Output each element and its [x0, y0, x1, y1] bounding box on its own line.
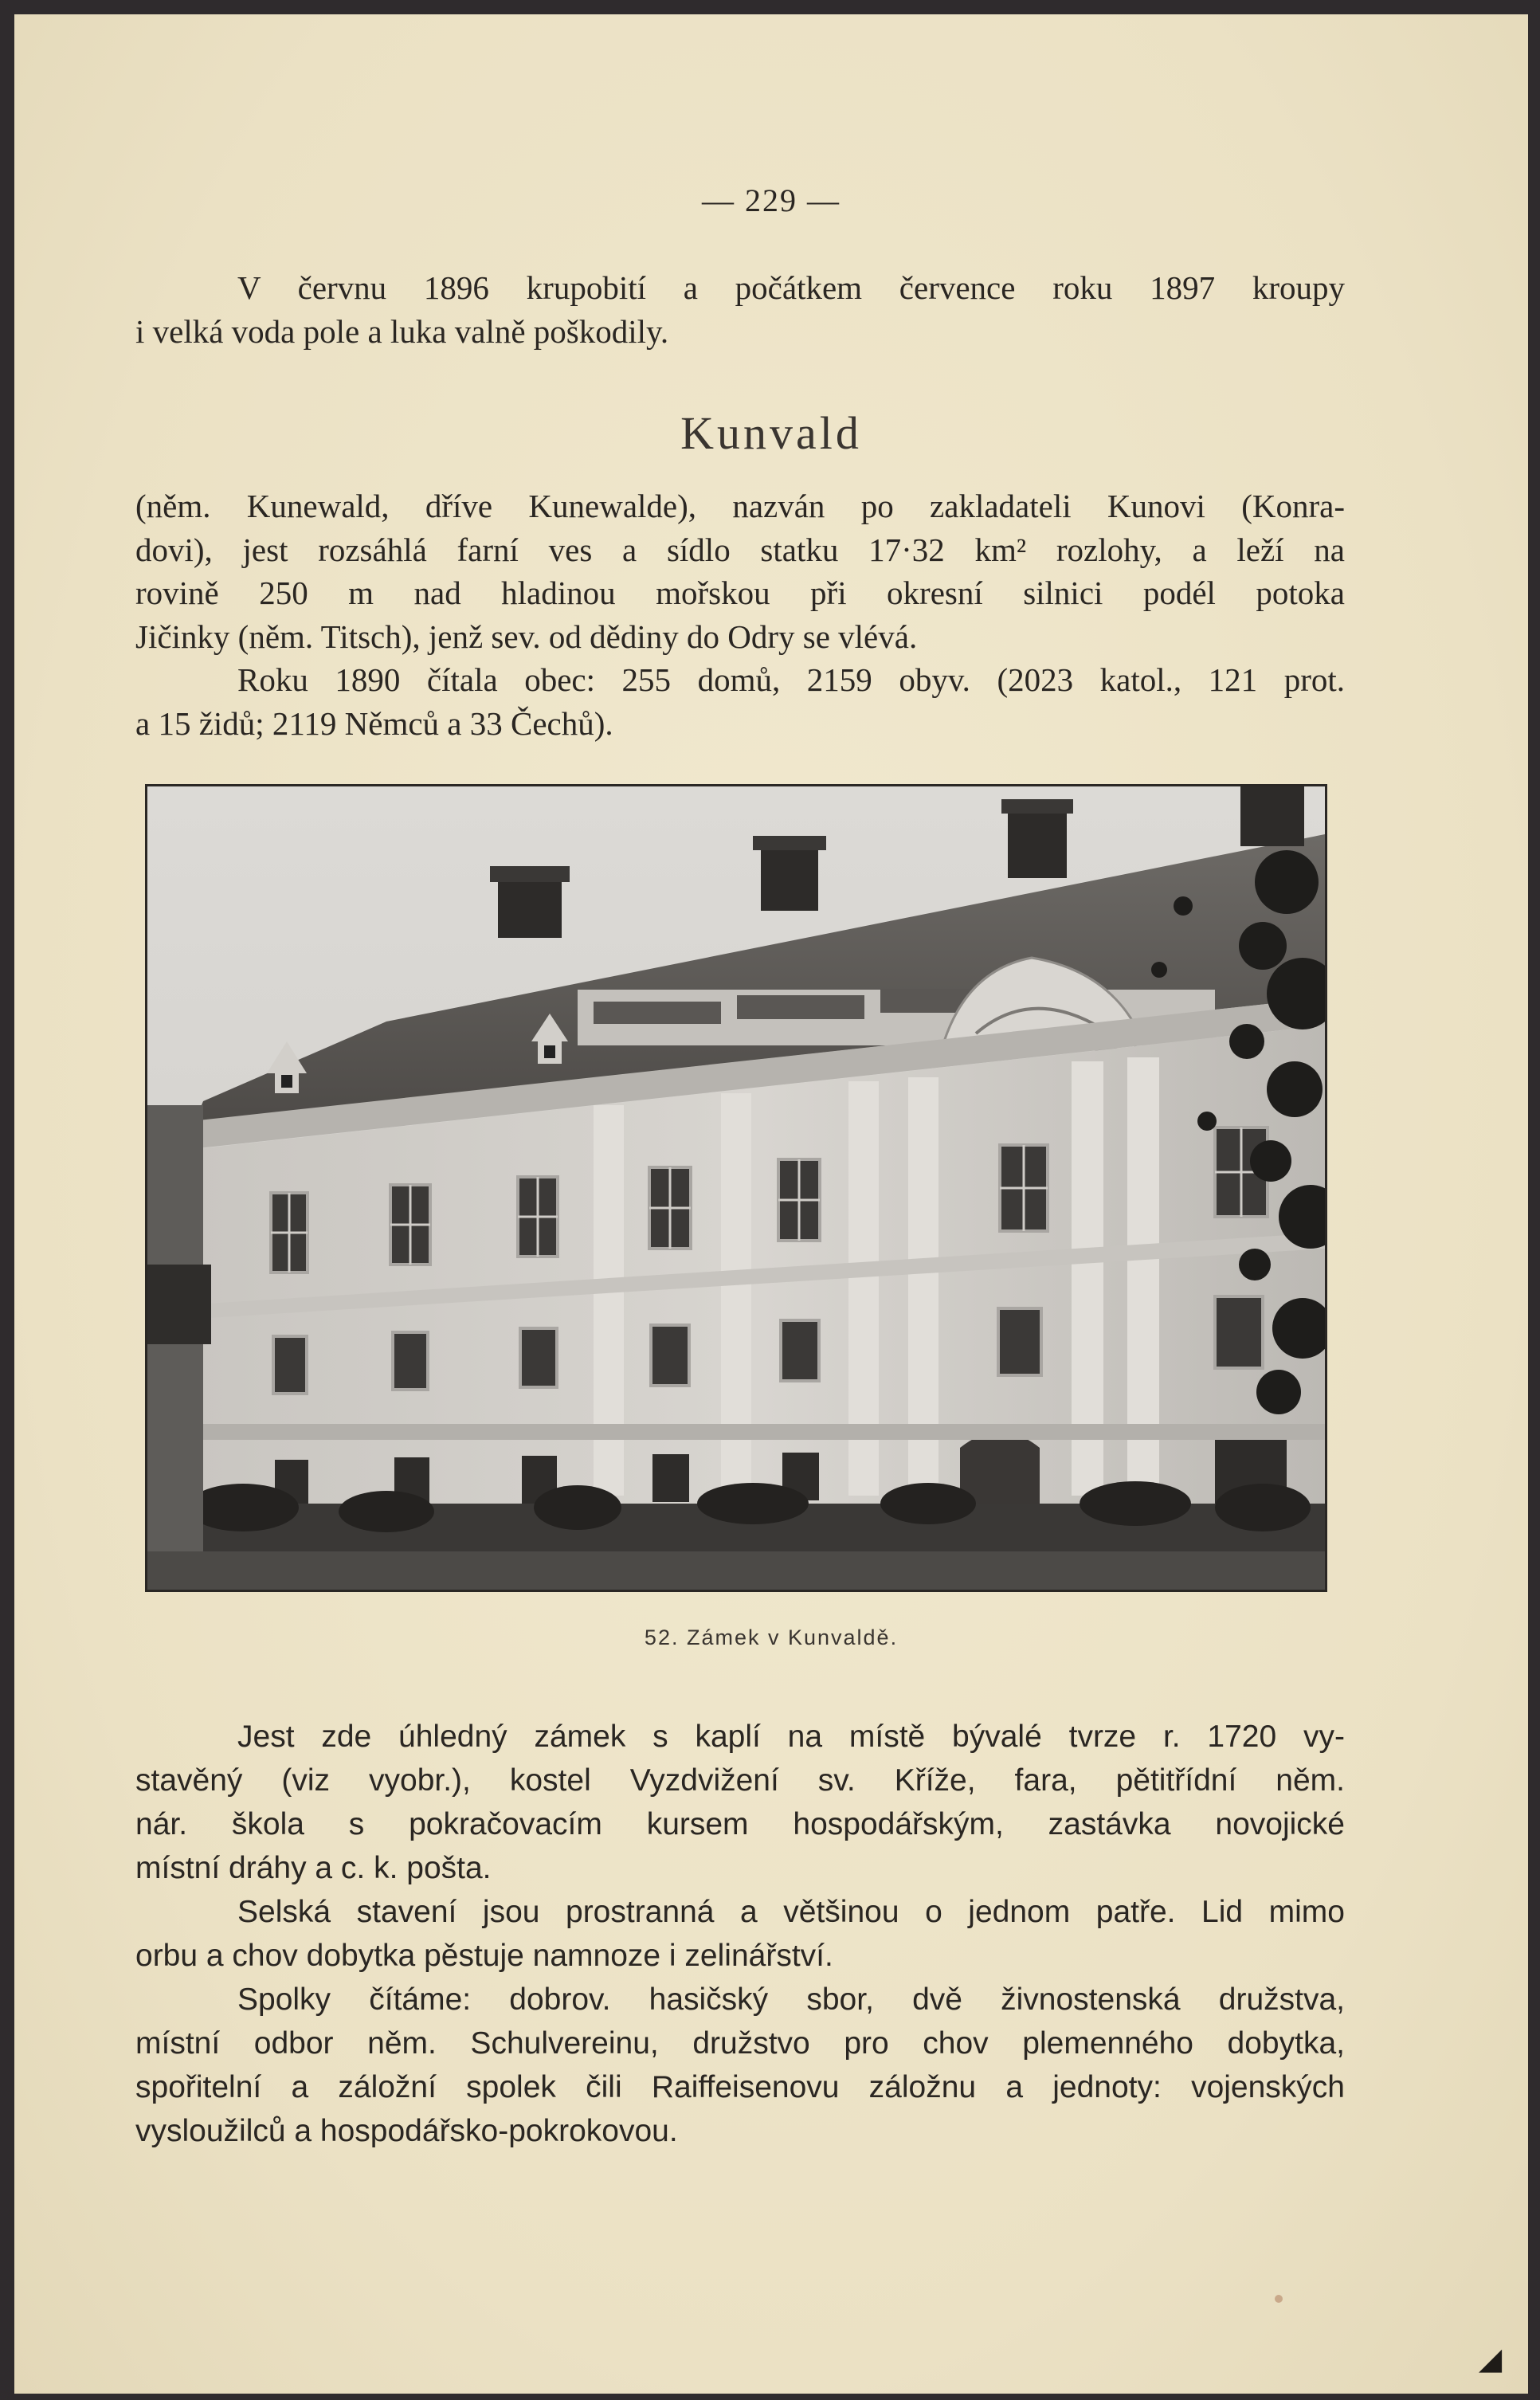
clubs-paragraph [135, 1978, 1345, 2153]
clubs-line: vysloužilců a hospodářsko-pokrokovou. [135, 2114, 678, 2148]
castle-line: stavěný (viz vyobr.), kostel Vyzdvižení sv. Kříže, fara, pětitřídní něm. [135, 1763, 1345, 1798]
description-line: rovině 250 m nad hladinou mořskou při okresní silnici podél potoka [135, 575, 1345, 611]
description-line: dovi), jest rozsáhlá farní ves a sídlo statku 17·32 km² rozlohy, a leží na [135, 531, 1345, 568]
page-number: — 229 — [702, 182, 841, 218]
castle-line: nár. škola s pokračovacím kursem hospodářským, zastávka novojické [135, 1807, 1345, 1841]
census-paragraph [135, 658, 1345, 745]
description-line: Jičinky (něm. Titsch), jenž sev. od dědiny do Odry se vlévá. [135, 618, 918, 655]
intro-line: V červnu 1896 krupobití a počátkem července roku 1897 kroupy [237, 269, 1345, 306]
corner-mark-icon: ◢ [1479, 2341, 1503, 2376]
description-paragraph [135, 484, 1345, 658]
clubs-line: Spolky čítáme: dobrov. hasičský sbor, dvě živnostenská družstva, [237, 1982, 1345, 2017]
book-page [14, 14, 1528, 2394]
census-line: Roku 1890 čítala obec: 255 domů, 2159 obyv. (2023 katol., 121 prot. [237, 661, 1345, 698]
photo-caption: 52. Zámek v Kunvaldě. [644, 1625, 899, 1649]
clubs-line: místní odbor něm. Schulvereinu, družstvo pro chov plemenného dobytka, [135, 2026, 1345, 2061]
census-line: a 15 židů; 2119 Němců a 33 Čechů). [135, 704, 613, 742]
section-heading: Kunvald [680, 407, 862, 459]
farm-line: orbu a chov dobytka pěstuje namnoze i zelinářství. [135, 1939, 833, 1973]
farm-line: Selská stavení jsou prostranná a většinou o jednom patře. Lid mimo [237, 1895, 1345, 1929]
farm-paragraph [135, 1890, 1345, 1978]
intro-line: i velká voda pole a luka valně poškodily. [135, 312, 669, 350]
description-line: (něm. Kunewald, dříve Kunewalde), nazván po zakladateli Kunovi (Konra- [135, 488, 1345, 524]
intro-paragraph [135, 266, 1345, 353]
castle-photo [145, 784, 1327, 1592]
castle-line: místní dráhy a c. k. pošta. [135, 1851, 492, 1885]
castle-line: Jest zde úhledný zámek s kaplí na místě bývalé tvrze r. 1720 vy- [237, 1720, 1345, 1754]
clubs-line: spořitelní a záložní spolek čili Raiffeisenovu záložnu a jednoty: vojenských [135, 2070, 1345, 2104]
castle-paragraph [135, 1715, 1345, 1890]
ink-spot [1275, 2295, 1283, 2303]
castle-illustration [147, 786, 1325, 1590]
